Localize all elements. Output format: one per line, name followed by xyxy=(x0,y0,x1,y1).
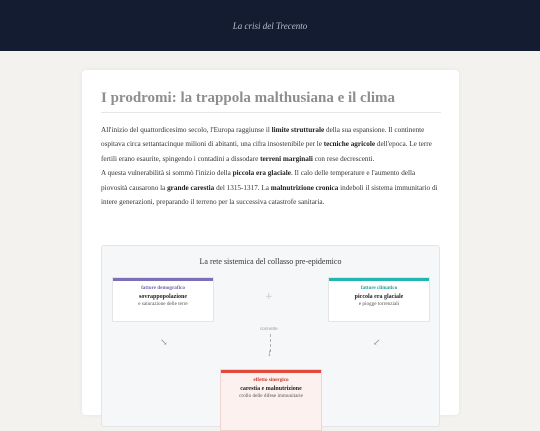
text-span: . Il calo delle temperature e l'aumento della piovosità causarono la xyxy=(101,169,416,192)
section-heading: I prodromi: la trappola malthusiana e il clima xyxy=(101,90,441,113)
node-main: piccola era glaciale xyxy=(354,294,404,300)
top-bar xyxy=(0,0,540,51)
bold-term: limite strutturale xyxy=(271,126,325,134)
node-sub: e saturazione delle terre xyxy=(138,301,188,307)
site-title: La crisi del Trecento xyxy=(232,20,308,31)
node-demographic-factor xyxy=(112,277,214,322)
paragraph-1 xyxy=(101,123,443,166)
diagram-title: La rete sistemica del collasso pre-epidemico xyxy=(199,257,342,266)
node-main: carestia e malnutrizione xyxy=(240,386,302,392)
bold-term: terreni marginali xyxy=(260,154,313,163)
node-main: sovrappopolazione xyxy=(138,294,187,300)
node-sub: crollo delle difese immunitarie xyxy=(239,393,303,399)
node-label: fattore demografico xyxy=(141,285,185,291)
node-sub: e piogge torrenziali xyxy=(358,301,400,307)
arrow-down-right-icon: ↘ xyxy=(160,338,168,348)
article-card xyxy=(82,70,459,415)
text-span: indebolì il sistema immunitario di intere generazioni, preparando il terreno per la successiva catastrofe sanitaria. xyxy=(101,183,438,207)
bold-term: piccola era glaciale xyxy=(232,169,291,178)
connector-label: connette xyxy=(260,326,278,331)
systemic-network-diagram xyxy=(101,245,440,427)
plus-icon: + xyxy=(265,292,273,302)
node-synergic-effect xyxy=(220,369,322,431)
text-span: con rese decrescenti. xyxy=(312,154,375,163)
text-span: All'inizio del quattordicesimo secolo, l'Europa raggiunse il xyxy=(101,126,272,134)
bold-term: grande carestia xyxy=(167,183,215,192)
node-label: fattore climatico xyxy=(360,285,398,291)
node-climatic-factor xyxy=(328,277,430,322)
bold-term: malnutrizione cronica xyxy=(270,183,339,192)
text-span: del 1315-1317. La xyxy=(214,183,271,192)
text-span: A questa vulnerabilità si sommò l'inizio della xyxy=(101,169,233,178)
node-accent-bar xyxy=(113,278,213,281)
text-span: dell'epoca. Le terre fertili erano esaurite, spingendo i contadini a dissodare xyxy=(101,140,432,163)
bold-term: tecniche agricole xyxy=(323,140,376,149)
node-accent-bar xyxy=(221,370,321,373)
paragraph-2 xyxy=(101,166,443,209)
arrow-down-icon: ↓ xyxy=(266,349,273,358)
node-accent-bar xyxy=(329,278,429,281)
node-label: effetto sinergico xyxy=(253,377,289,383)
arrow-down-left-icon: ↙ xyxy=(373,338,381,348)
article-body xyxy=(101,123,443,209)
text-span: della sua espansione. Il continente ospitava circa settantacinque milioni di abitanti, una cifra insostenibile per le xyxy=(101,126,425,149)
